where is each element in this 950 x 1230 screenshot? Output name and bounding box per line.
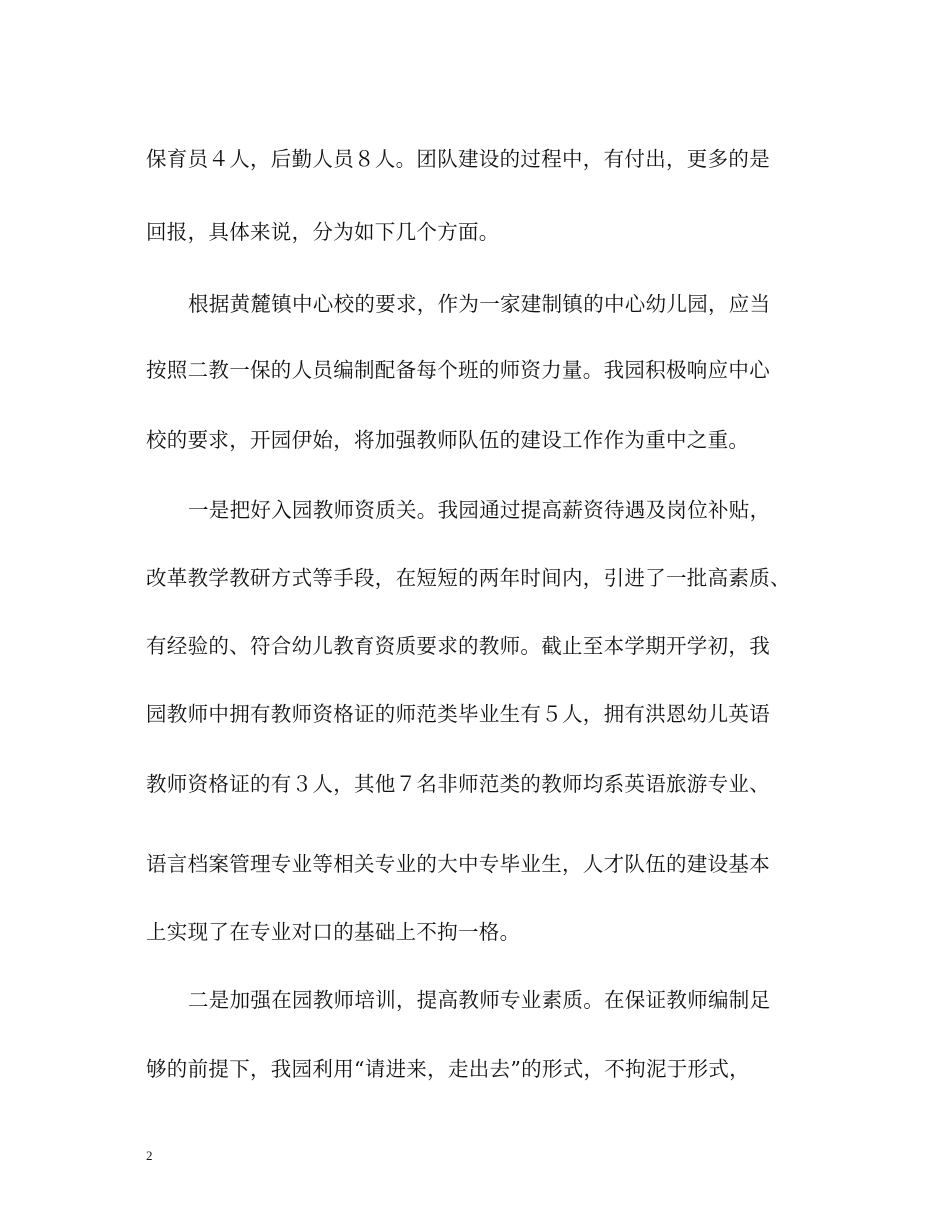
text-line: 保育员４人，后勤人员８人。团队建设的过程中，有付出，更多的是	[146, 147, 770, 171]
text-line: 够的前提下，我园利用“请进来，走出去”的形式，不拘泥于形式，	[146, 1057, 750, 1081]
text-line: 按照二教一保的人员编制配备每个班的师资力量。我园积极响应中心	[146, 358, 770, 382]
paragraph-first-line: 根据黄麓镇中心校的要求，作为一家建制镇的中心幼儿园，应当	[188, 292, 771, 316]
text-line: 上实现了在专业对口的基础上不拘一格。	[146, 920, 521, 944]
text-line: 园教师中拥有教师资格证的师范类毕业生有５人，拥有洪恩幼儿英语	[146, 702, 770, 726]
page-number: 2	[146, 1148, 153, 1163]
paragraph-first-line: 二是加强在园教师培训，提高教师专业素质。在保证教师编制足	[188, 988, 771, 1012]
text-line: 回报，具体来说，分为如下几个方面。	[146, 220, 500, 244]
text-line: 教师资格证的有３人，其他７名非师范类的教师均系英语旅游专业、	[146, 772, 770, 796]
paragraph-first-line: 一是把好入园教师资质关。我园通过提高薪资待遇及岗位补贴，	[188, 498, 771, 522]
text-line: 有经验的、符合幼儿教育资质要求的教师。截止至本学期开学初，我	[146, 634, 770, 658]
text-line: 语言档案管理专业等相关专业的大中专毕业生，人才队伍的建设基本	[146, 852, 770, 876]
text-line: 校的要求，开园伊始，将加强教师队伍的建设工作作为重中之重。	[146, 428, 750, 452]
text-line: 改革教学教研方式等手段，在短短的两年时间内，引进了一批高素质、	[146, 566, 791, 590]
